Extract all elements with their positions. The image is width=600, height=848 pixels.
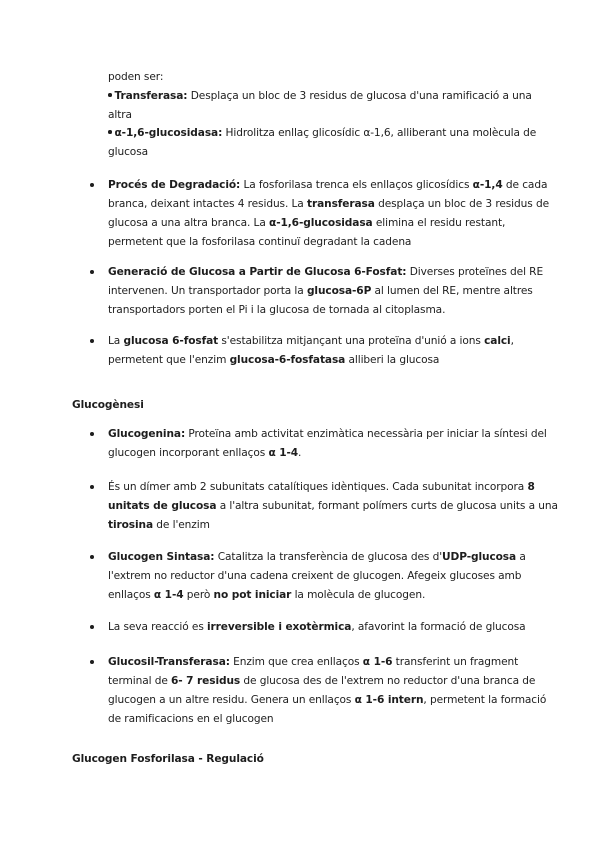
text-line: [108, 653, 546, 672]
bullet-icon: [90, 625, 94, 629]
bullet-icon: [90, 485, 94, 489]
text-line: [108, 691, 546, 710]
text-run: terminal de: [108, 675, 172, 687]
text-run: alliberi la glucosa: [345, 354, 440, 366]
text-run: branca, deixant intactes 4 residus. La: [108, 198, 307, 210]
text-run: l'extrem no reductor d'una cadena creixent de glucogen. Afegeix glucoses amb: [108, 570, 522, 582]
text-run: glucogen a un altre residu. Genera un enllaços: [108, 694, 355, 706]
bullet-glucosil-transferasa: [108, 653, 546, 729]
text-run: glucogen incorporant enllaços: [108, 447, 269, 459]
bold-text: Procés de Degradació:: [108, 179, 241, 191]
bold-text: α 1-4: [268, 447, 299, 459]
text-run: s'estabilitza mitjançant una proteïna d'unió a ions: [218, 335, 485, 347]
bold-text: Transferasa:: [114, 90, 188, 102]
bold-text: no pot iniciar: [213, 589, 292, 601]
bold-text: α-1,6-glucosidasa: [269, 217, 373, 229]
text-line: [108, 351, 514, 370]
bold-text: glucosa-6-fosfatasa: [229, 354, 346, 366]
bullet-reaccio: [108, 618, 526, 637]
bold-text: 8: [527, 481, 535, 493]
text-run: de l'enzim: [153, 519, 210, 531]
text-line: [108, 516, 558, 535]
text-run: a: [516, 551, 526, 563]
text-line: [108, 214, 549, 233]
text-run: Hidrolitza enllaç glicosídic α-1,6, alliberant una molècula de: [222, 127, 537, 139]
text-run: glucosa: [108, 146, 148, 158]
text-run: glucosa a una altra branca. La: [108, 217, 270, 229]
bold-text: Glucosil-Transferasa:: [108, 656, 230, 668]
bold-text: Glucogen Sintasa:: [108, 551, 215, 563]
text-run: a l'altra subunitat, formant polímers curts de glucosa units a una: [216, 500, 558, 512]
bullet-glucogenina: [108, 425, 547, 463]
text-run: Catalitza la transferència de glucosa des d': [214, 551, 443, 563]
text-run: de ramificacions en el glucogen: [108, 713, 274, 725]
text-line: [108, 586, 526, 605]
text-run: , permetent la formació: [423, 694, 547, 706]
text-run: altra: [108, 109, 132, 121]
text-run: al lumen del RE, mentre altres: [371, 285, 533, 297]
text-run: La fosforilasa trenca els enllaços glicosídics: [240, 179, 473, 191]
text-run: Diverses proteïnes del RE: [406, 266, 544, 278]
bullet-icon: [90, 339, 94, 343]
text-line: [108, 106, 532, 125]
text-line: [108, 618, 526, 637]
sub-bullet-icon: [108, 93, 112, 97]
text-run: elimina el residu restant,: [372, 217, 506, 229]
text-run: permetent que l'enzim: [108, 354, 230, 366]
text-run: intervenen. Un transportador porta la: [108, 285, 307, 297]
bullet-icon: [90, 183, 94, 187]
bold-text: transferasa: [306, 198, 375, 210]
bullet-glucogen-sintasa: [108, 548, 526, 605]
text-line: [108, 301, 543, 320]
text-line: [108, 87, 532, 106]
text-run: És un dímer amb 2 subunitats catalítiques idèntiques. Cada subunitat incorpora: [108, 481, 528, 493]
bullet-proces-degradacio: [108, 176, 549, 252]
text-run: desplaça un bloc de 3 residus de: [374, 198, 549, 210]
text-run: La: [108, 335, 124, 347]
intro-lead: poden ser:: [108, 71, 164, 83]
text-line: [108, 143, 536, 162]
text-run: enllaços: [108, 589, 154, 601]
text-run: .: [298, 447, 302, 459]
text-line: [108, 195, 549, 214]
bold-text: calci: [484, 335, 511, 347]
text-line: [108, 332, 514, 351]
bold-text: glucosa-6P: [306, 285, 372, 297]
section-heading-regulacio: Glucogen Fosforilasa - Regulació: [72, 753, 264, 765]
text-run: transportadors porten el Pi i la glucosa de tornada al citoplasma.: [108, 304, 446, 316]
bullet-generacio-glucosa: [108, 263, 543, 320]
text-line: [108, 548, 526, 567]
bullet-icon: [90, 555, 94, 559]
sub-item-transferasa: [108, 87, 532, 125]
bold-text: irreversible i exotèrmica: [207, 621, 352, 633]
text-line: [108, 444, 547, 463]
text-line: [108, 263, 543, 282]
bullet-icon: [90, 432, 94, 436]
bullet-icon: [90, 270, 94, 274]
bold-text: α-1,6-glucosidasa:: [114, 127, 223, 139]
text-run: , afavorint la formació de glucosa: [351, 621, 526, 633]
bold-text: tirosina: [108, 519, 154, 531]
bold-text: 6- 7 residus: [171, 675, 241, 687]
bold-text: α-1,4: [472, 179, 503, 191]
sub-bullet-icon: [108, 130, 112, 134]
text-run: Proteïna amb activitat enzimàtica necessària per iniciar la síntesi del: [185, 428, 547, 440]
text-run: Desplaça un bloc de 3 residus de glucosa d'una ramificació a una: [187, 90, 532, 102]
text-line: [108, 124, 536, 143]
text-run: La seva reacció es: [108, 621, 208, 633]
text-run: però: [183, 589, 214, 601]
bullet-dimer: [108, 478, 558, 535]
text-line: [108, 176, 549, 195]
bold-text: UDP-glucosa: [442, 551, 517, 563]
text-line: [108, 233, 549, 252]
bold-text: Generació de Glucosa a Partir de Glucosa 6-Fosfat:: [108, 266, 407, 278]
text-run: ,: [510, 335, 514, 347]
bold-text: Glucogenina:: [108, 428, 186, 440]
bold-text: unitats de glucosa: [108, 500, 217, 512]
bold-text: α 1-6 intern: [354, 694, 424, 706]
text-run: de glucosa des de l'extrem no reductor d'una branca de: [240, 675, 536, 687]
text-run: permetent que la fosforilasa continuï degradant la cadena: [108, 236, 412, 248]
text-line: [108, 672, 546, 691]
text-line: [108, 567, 526, 586]
bold-text: α 1-4: [153, 589, 184, 601]
text-run: Enzim que crea enllaços: [229, 656, 363, 668]
text-line: [108, 425, 547, 444]
bullet-icon: [90, 660, 94, 664]
text-line: [108, 282, 543, 301]
bold-text: α 1-6: [362, 656, 393, 668]
bullet-glucosa-6-fosfat: [108, 332, 514, 370]
bold-text: glucosa 6-fosfat: [123, 335, 219, 347]
sub-item-glucosidasa: [108, 124, 536, 162]
text-line: [108, 710, 546, 729]
text-run: transferint un fragment: [392, 656, 519, 668]
text-line: [108, 497, 558, 516]
text-run: la molècula de glucogen.: [291, 589, 426, 601]
section-heading-glucogenesi: Glucogènesi: [72, 399, 144, 411]
text-run: de cada: [502, 179, 548, 191]
text-line: [108, 478, 558, 497]
